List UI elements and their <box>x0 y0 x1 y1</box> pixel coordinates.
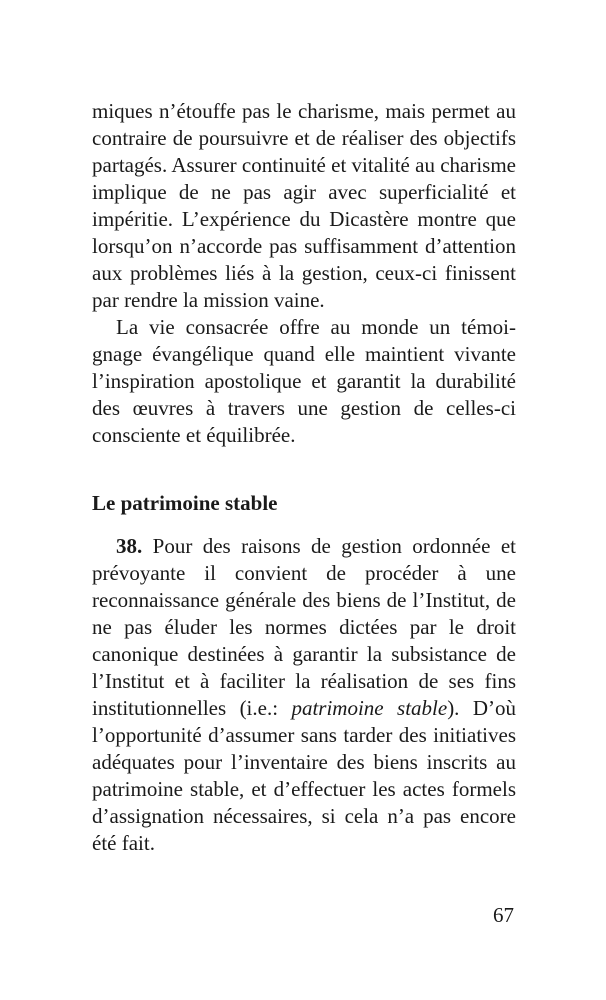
paragraph-text: ). D’où l’opportunité d’assumer sans tarder des initiatives adéquates pour l’inventaire des biens inscrits au patrimoine stable, et d’effectuer les actes formels d’assignation nécessaires, si cela n’a pas encore été fait. <box>92 696 516 855</box>
paragraph-38 <box>92 533 516 857</box>
italic-term: patrimoine stable <box>291 696 448 720</box>
page-body <box>92 98 516 857</box>
spacer <box>92 517 516 533</box>
spacer <box>92 449 516 490</box>
paragraph-continuation: miques n’étouffe pas le charisme, mais permet au contraire de poursuivre et de réaliser des objectifs partagés. Assurer continuité et vitalité au charisme implique de ne pas agir avec superficialité et impéritie. L’expérience du Dicastère montre que lorsqu’on n’accorde pas suffisamment d’attention aux problèmes liés à la gestion, ceux-ci finissent par rendre la mission vaine. <box>92 99 516 312</box>
page-number: 67 <box>493 903 514 927</box>
paragraph-consecrated-life: La vie consacrée offre au monde un témoignage évangélique quand elle maintient vivante l’inspiration apostolique et garantit la durabilité des œuvres à travers une gestion de celles-ci consciente et équilibrée. <box>92 315 516 447</box>
paragraph-text: Pour des raisons de gestion ordonnée et prévoyante il convient de procéder à une reconnaissance générale des biens de l’Institut, de ne pas éluder les normes dictées par le droit canonique destinées à garantir la subsistance de l’Institut et à faciliter la réalisation de ses fins institutionnelles (i.e.: <box>92 534 516 720</box>
paragraph-number: 38. <box>116 534 143 558</box>
section-heading: Le patrimoine stable <box>92 491 278 515</box>
